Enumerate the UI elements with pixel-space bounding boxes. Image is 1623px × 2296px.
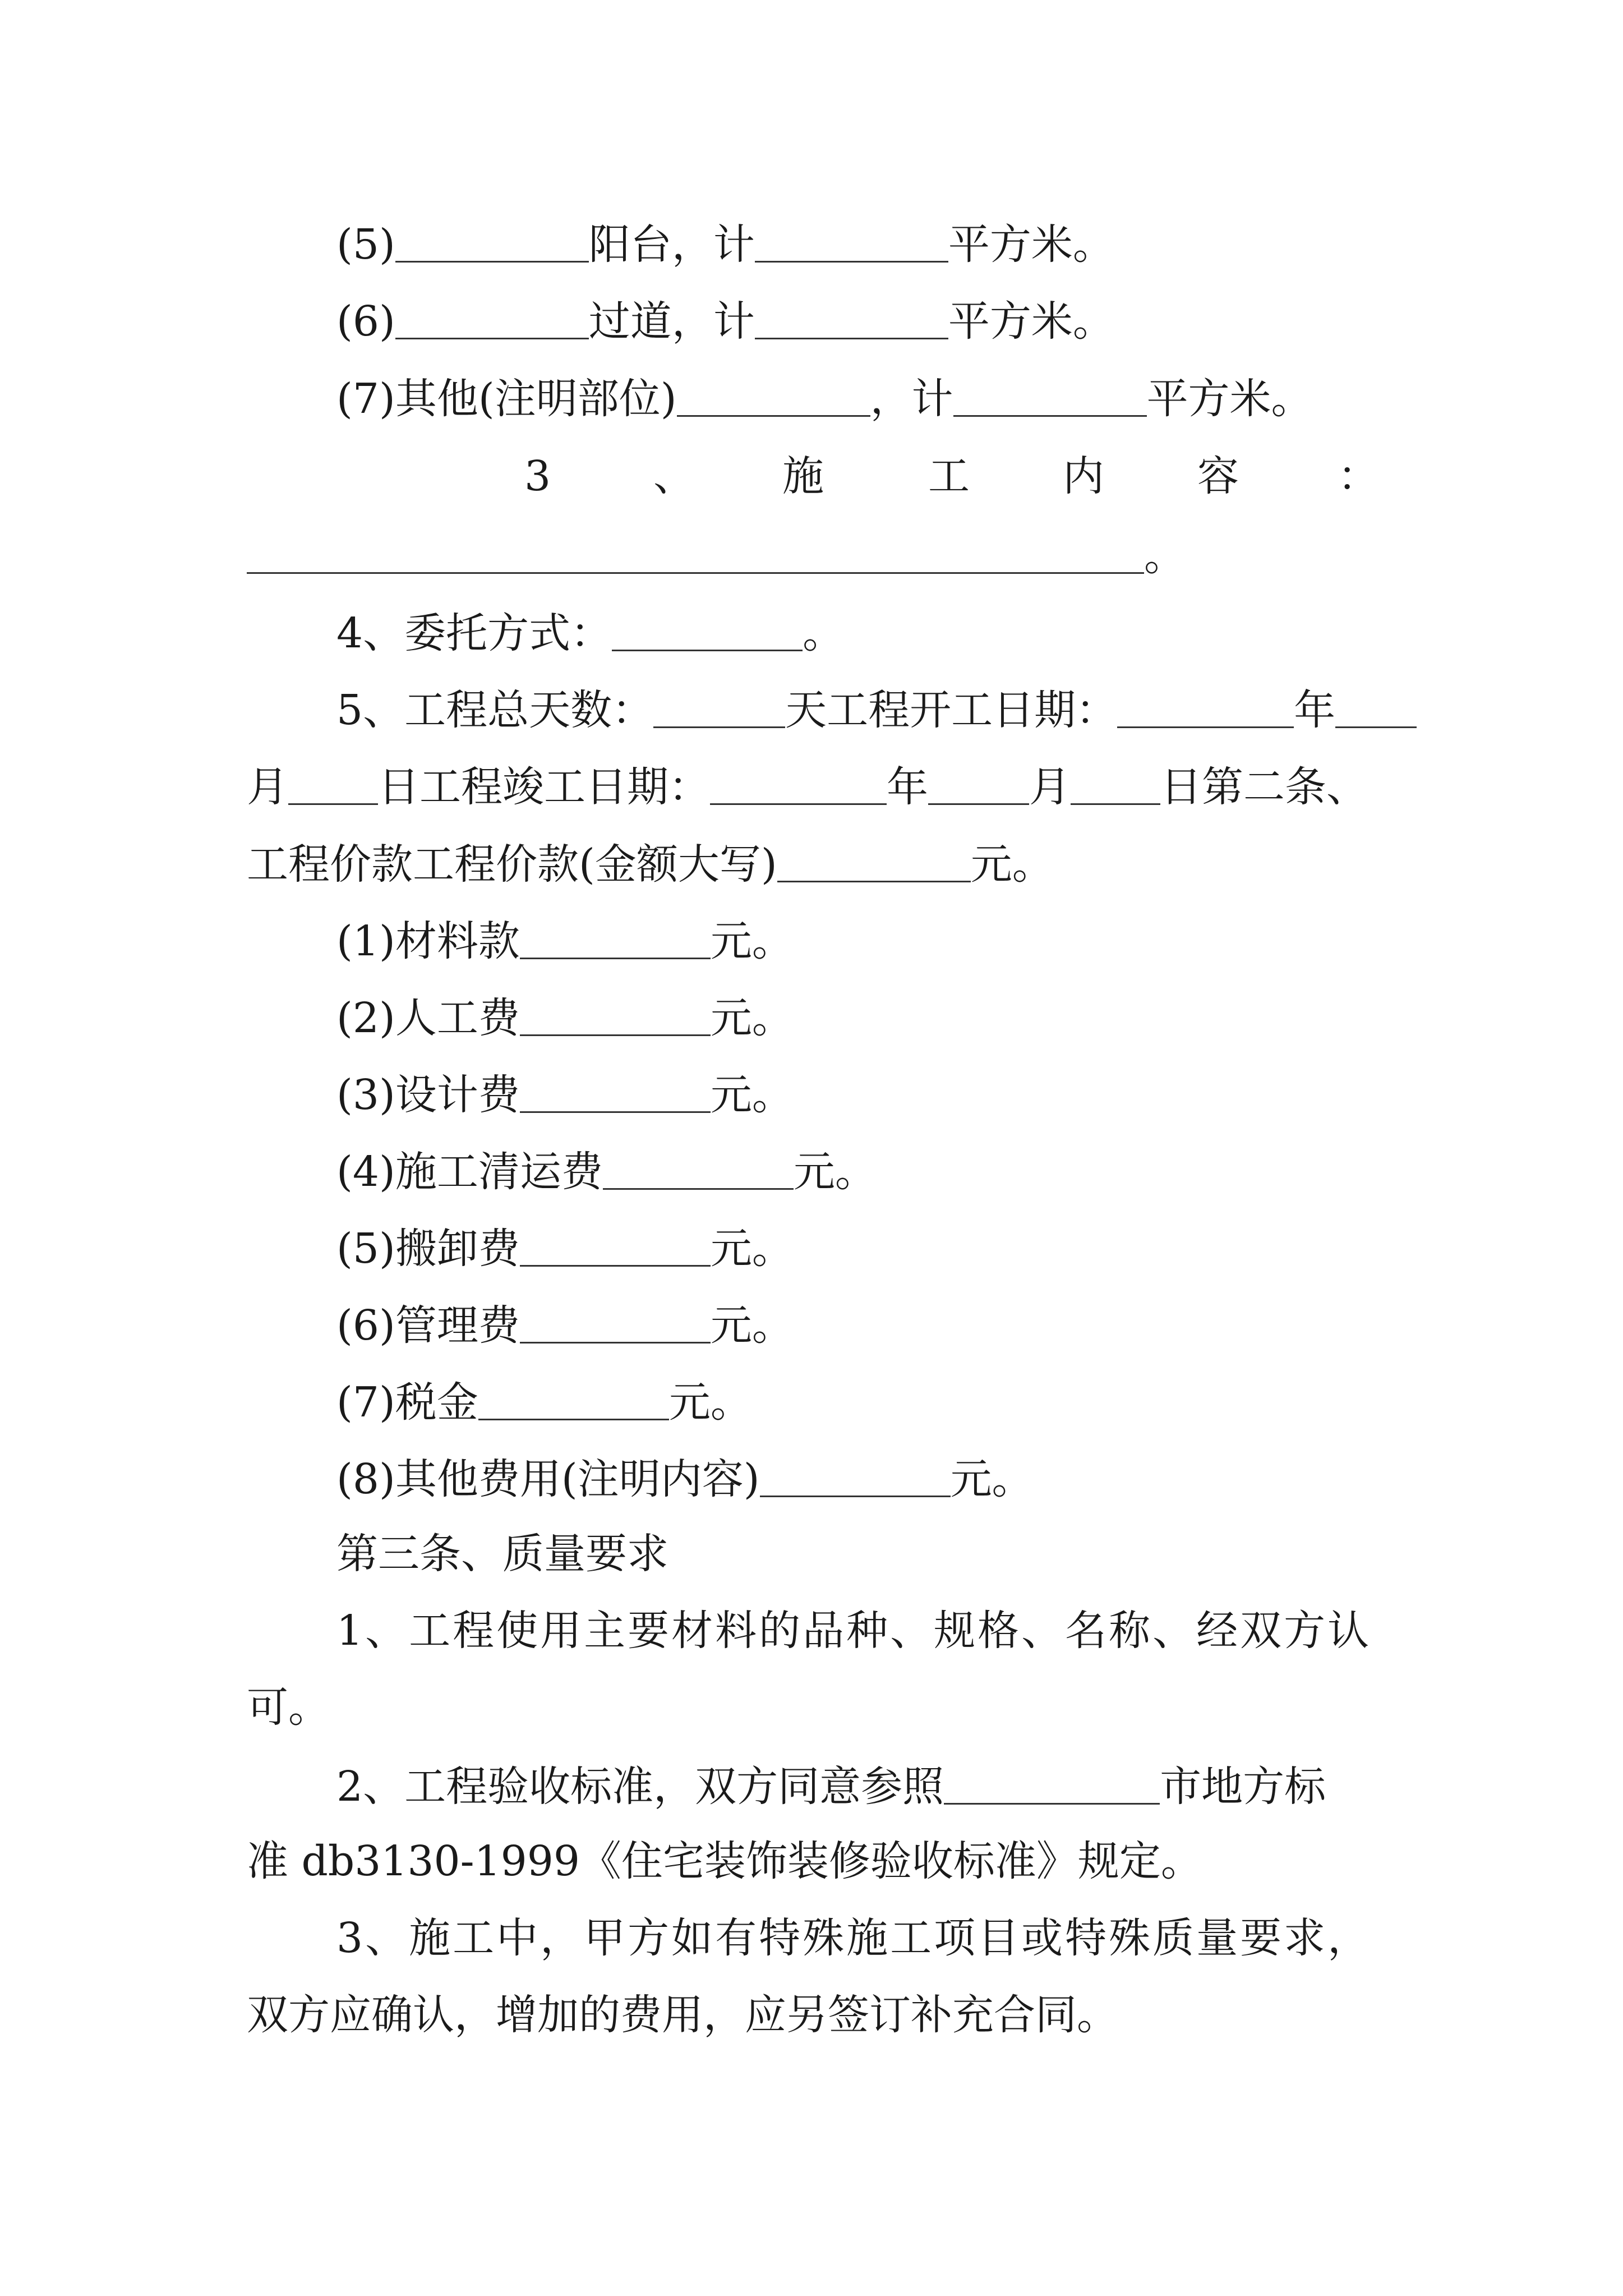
quality-clause-2-line-2: 准 db3130-1999《住宅装饰装修验收标准》规定。 bbox=[247, 1837, 1202, 1885]
clause-text: 市地方标 bbox=[1160, 1762, 1326, 1811]
clause-text: 2、工程验收标准，双方同意参照 bbox=[336, 1762, 944, 1811]
currency-unit: 元。 bbox=[970, 840, 1054, 889]
fee-blank[interactable] bbox=[760, 1456, 951, 1497]
quality-clause-1-line-1: 1、工程使用主要材料的品种、规格、名称、经双方认 bbox=[336, 1607, 1372, 1655]
city-blank[interactable] bbox=[944, 1764, 1160, 1805]
fee-label: (2)人工费 bbox=[336, 993, 520, 1042]
currency-unit: 元。 bbox=[793, 1147, 877, 1196]
item-text: ，计 bbox=[870, 374, 953, 423]
construction-content-heading-char: 、 bbox=[653, 452, 695, 500]
item-unit: 平方米。 bbox=[1146, 374, 1313, 423]
quality-clause-3-line-1: 3、施工中，甲方如有特殊施工项目或特殊质量要求， bbox=[336, 1914, 1372, 1962]
entrust-method-label: 4、委托方式： bbox=[336, 609, 612, 657]
currency-unit: 元。 bbox=[710, 993, 794, 1042]
total-price-blank[interactable] bbox=[777, 841, 971, 882]
item-balcony-line bbox=[336, 220, 1114, 269]
month-label: 月 bbox=[1029, 762, 1071, 811]
fee-label: (3)设计费 bbox=[336, 1070, 520, 1119]
start-month-blank[interactable] bbox=[1335, 687, 1417, 728]
item-corridor-line bbox=[336, 297, 1114, 346]
start-year-blank[interactable] bbox=[1117, 687, 1294, 728]
fee-label: (1)材料款 bbox=[336, 917, 520, 965]
month-label: 月 bbox=[247, 762, 288, 811]
punctuation: 。 bbox=[1144, 531, 1186, 580]
construction-content-heading-char: 施 bbox=[782, 452, 824, 500]
fee-blank[interactable] bbox=[520, 1072, 711, 1113]
total-price-line bbox=[247, 840, 1054, 889]
fee-item-other bbox=[336, 1455, 1034, 1503]
item-text: 过道，计 bbox=[588, 297, 755, 346]
end-year-blank[interactable] bbox=[710, 764, 887, 805]
fee-label: (8)其他费用(注明内容) bbox=[336, 1455, 760, 1503]
quality-clause-1-line-2: 可。 bbox=[247, 1683, 330, 1732]
fee-blank[interactable] bbox=[520, 995, 711, 1036]
blank-field[interactable] bbox=[755, 222, 948, 263]
article-two-heading: 日第二条、 bbox=[1160, 762, 1368, 811]
construction-content-heading-char: ： bbox=[1338, 452, 1379, 500]
fee-blank[interactable] bbox=[520, 1226, 711, 1267]
item-unit: 平方米。 bbox=[948, 297, 1114, 346]
fee-label: (4)施工清运费 bbox=[336, 1147, 603, 1196]
schedule-line-1 bbox=[336, 685, 1417, 734]
blank-field[interactable] bbox=[953, 376, 1147, 417]
currency-unit: 元。 bbox=[710, 1224, 794, 1273]
fee-label: (7)税金 bbox=[336, 1378, 478, 1427]
construction-content-heading-char: 3 bbox=[524, 452, 551, 500]
construction-content-line bbox=[247, 531, 1186, 580]
fee-item-labor bbox=[336, 993, 794, 1042]
total-days-label: 5、工程总天数： bbox=[336, 685, 654, 734]
item-text: (7)其他(注明部位) bbox=[336, 374, 677, 423]
item-number: (5) bbox=[336, 220, 395, 269]
total-price-label: 工程价款工程价款(金额大写) bbox=[247, 840, 777, 889]
construction-content-heading-char: 内 bbox=[1063, 452, 1104, 500]
construction-content-heading-char: 容 bbox=[1197, 452, 1239, 500]
start-date-label: 天工程开工日期： bbox=[785, 685, 1118, 734]
end-day-blank[interactable] bbox=[1071, 764, 1160, 805]
article-three-heading: 第三条、质量要求 bbox=[336, 1530, 668, 1578]
currency-unit: 元。 bbox=[710, 917, 794, 965]
fee-blank[interactable] bbox=[520, 1303, 711, 1343]
fee-blank[interactable] bbox=[478, 1379, 669, 1420]
currency-unit: 元。 bbox=[710, 1070, 794, 1119]
blank-field[interactable] bbox=[755, 298, 948, 339]
fee-item-management bbox=[336, 1301, 794, 1350]
end-date-label: 日工程竣工日期： bbox=[378, 762, 710, 811]
fee-item-moving bbox=[336, 1224, 794, 1273]
start-day-blank[interactable] bbox=[288, 764, 378, 805]
end-month-blank[interactable] bbox=[928, 764, 1029, 805]
total-days-blank[interactable] bbox=[653, 687, 785, 728]
construction-content-blank[interactable] bbox=[247, 533, 1144, 574]
entrust-method-blank[interactable] bbox=[612, 610, 803, 651]
fee-item-tax bbox=[336, 1378, 752, 1427]
item-other-line bbox=[336, 374, 1313, 423]
fee-item-design bbox=[336, 1070, 794, 1119]
blank-field[interactable] bbox=[395, 298, 589, 339]
item-number: (6) bbox=[336, 297, 395, 346]
currency-unit: 元。 bbox=[668, 1378, 752, 1427]
currency-unit: 元。 bbox=[950, 1455, 1034, 1503]
construction-content-heading-char: 工 bbox=[928, 452, 970, 500]
punctuation: 。 bbox=[803, 609, 845, 657]
currency-unit: 元。 bbox=[710, 1301, 794, 1350]
year-label: 年 bbox=[887, 762, 928, 811]
fee-blank[interactable] bbox=[520, 918, 711, 959]
year-label: 年 bbox=[1294, 685, 1336, 734]
item-text: 阳台，计 bbox=[588, 220, 755, 269]
item-unit: 平方米。 bbox=[948, 220, 1114, 269]
blank-field[interactable] bbox=[677, 376, 870, 417]
fee-blank[interactable] bbox=[603, 1149, 794, 1190]
fee-item-material bbox=[336, 917, 794, 965]
quality-clause-3-line-2: 双方应确认，增加的费用，应另签订补充合同。 bbox=[247, 1991, 1118, 2039]
schedule-line-2 bbox=[247, 762, 1368, 811]
fee-label: (5)搬卸费 bbox=[336, 1224, 520, 1273]
quality-clause-2-line-1 bbox=[336, 1762, 1326, 1811]
entrust-method-line bbox=[336, 609, 845, 657]
fee-label: (6)管理费 bbox=[336, 1301, 520, 1350]
fee-item-cleanup bbox=[336, 1147, 877, 1196]
blank-field[interactable] bbox=[395, 222, 589, 263]
